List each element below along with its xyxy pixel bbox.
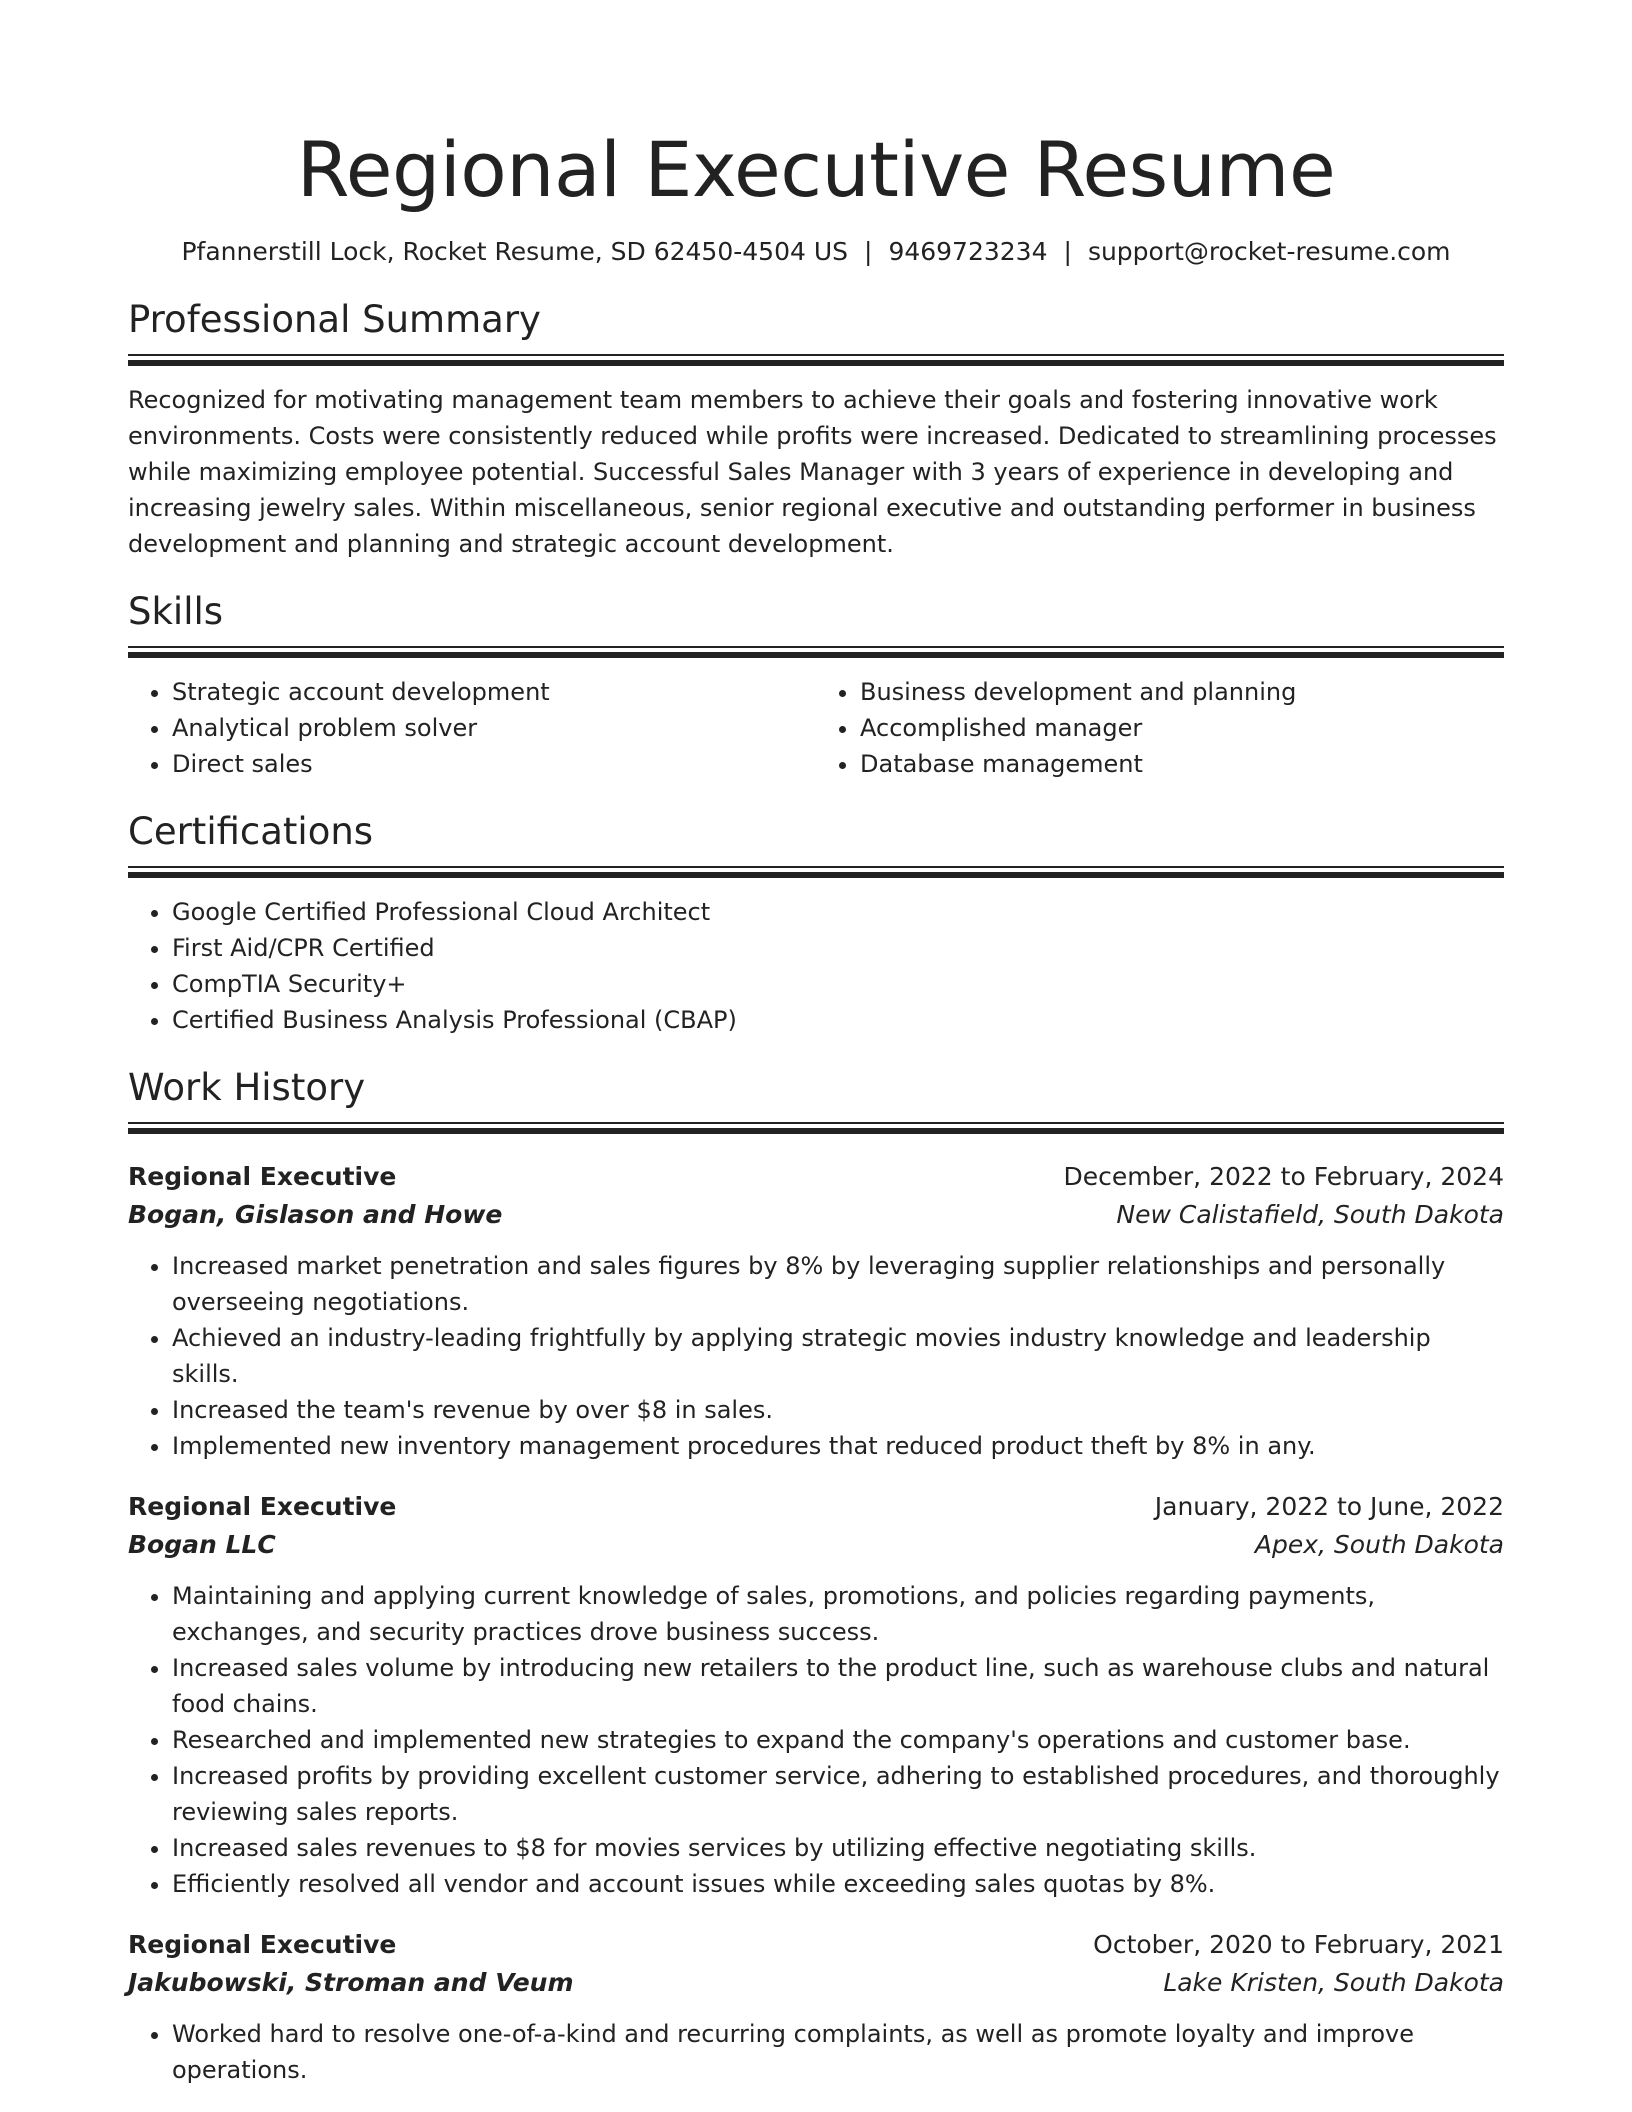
job-location: New Calistafield, South Dakota <box>1116 1200 1504 1229</box>
resume-page <box>128 120 1504 2088</box>
job-bullet: • Efficiently resolved all vendor and account issues while exceeding sales quotas by 8%. <box>172 1866 1504 1902</box>
section-divider <box>128 354 1504 366</box>
skill-item: • Business development and planning <box>860 674 1504 710</box>
certification-item: • Certified Business Analysis Professional (CBAP) <box>172 1002 1504 1038</box>
job-dates: January, 2022 to June, 2022 <box>1154 1492 1504 1521</box>
certification-item: • Google Certified Professional Cloud Architect <box>172 894 1504 930</box>
section-divider <box>128 646 1504 658</box>
section-summary <box>128 296 1504 562</box>
job-location: Lake Kristen, South Dakota <box>1163 1968 1504 1997</box>
job-bullet: • Increased sales volume by introducing new retailers to the product line, such as warehouse clubs and natural food chains. <box>172 1650 1504 1722</box>
job-bullets <box>128 2016 1504 2088</box>
job-header-row <box>128 1926 1504 1964</box>
contact-address: Pfannerstill Lock, Rocket Resume, SD 62450-4504 US <box>181 237 848 266</box>
job-bullet: • Worked hard to resolve one-of-a-kind and recurring complaints, as well as promote loyalty and improve operations. <box>172 2016 1504 2088</box>
section-certifications <box>128 808 1504 1038</box>
job-company: Bogan, Gislason and Howe <box>128 1200 503 1229</box>
job-bullet: • Increased profits by providing excellent customer service, adhering to established procedures, and thoroughly reviewing sales reports. <box>172 1758 1504 1830</box>
job-header-row <box>128 1488 1504 1526</box>
certification-item: • CompTIA Security+ <box>172 966 1504 1002</box>
job-bullet: • Increased sales revenues to $8 for movies services by utilizing effective negotiating skills. <box>172 1830 1504 1866</box>
section-divider <box>128 866 1504 878</box>
job-bullet: • Maintaining and applying current knowledge of sales, promotions, and policies regarding payments, exchanges, and security practices drove business success. <box>172 1578 1504 1650</box>
section-skills <box>128 588 1504 782</box>
job-subheader-row <box>128 1196 1504 1234</box>
job-bullet: • Achieved an industry-leading frightfully by applying strategic movies industry knowledge and leadership skills. <box>172 1320 1504 1392</box>
skills-columns <box>128 674 1504 782</box>
skill-item: • Strategic account development <box>172 674 816 710</box>
skill-item: • Analytical problem solver <box>172 710 816 746</box>
contact-phone: 9469723234 <box>888 237 1048 266</box>
contact-line <box>128 234 1504 270</box>
skill-item: • Direct sales <box>172 746 816 782</box>
certification-item: • First Aid/CPR Certified <box>172 930 1504 966</box>
section-title-skills: Skills <box>128 590 224 633</box>
job-subheader-row <box>128 1526 1504 1564</box>
job-location: Apex, South Dakota <box>1254 1530 1504 1559</box>
section-title-summary: Professional Summary <box>128 298 541 341</box>
section-title-work-history: Work History <box>128 1066 366 1109</box>
section-title-certifications: Certifications <box>128 810 374 853</box>
job-bullet: • Implemented new inventory management procedures that reduced product theft by 8% in any. <box>172 1428 1504 1464</box>
section-divider <box>128 1122 1504 1134</box>
job-subheader-row <box>128 1964 1504 2002</box>
skills-right-list <box>816 674 1504 782</box>
job-dates: October, 2020 to February, 2021 <box>1093 1930 1504 1959</box>
job-bullets <box>128 1248 1504 1464</box>
resume-title: Regional Executive Resume <box>296 125 1336 214</box>
job-entry <box>128 1158 1504 1464</box>
job-bullet: • Increased market penetration and sales figures by 8% by leveraging supplier relationships and personally overseeing negotiations. <box>172 1248 1504 1320</box>
section-work-history <box>128 1064 1504 2088</box>
contact-separator: | <box>1063 237 1072 266</box>
contact-separator: | <box>864 237 873 266</box>
skill-item: • Accomplished manager <box>860 710 1504 746</box>
job-title: Regional Executive <box>128 1492 397 1521</box>
job-title: Regional Executive <box>128 1162 397 1191</box>
job-entry <box>128 1926 1504 2088</box>
skill-item: • Database management <box>860 746 1504 782</box>
job-bullet: • Increased the team's revenue by over $8 in sales. <box>172 1392 1504 1428</box>
contact-email: support@rocket-resume.com <box>1087 237 1451 266</box>
skills-left-list <box>128 674 816 782</box>
job-company: Bogan LLC <box>128 1530 276 1559</box>
job-title: Regional Executive <box>128 1930 397 1959</box>
certifications-list <box>128 894 1504 1038</box>
job-header-row <box>128 1158 1504 1196</box>
job-company: Jakubowski, Stroman and Veum <box>128 1968 574 1997</box>
job-dates: December, 2022 to February, 2024 <box>1063 1162 1504 1191</box>
job-bullets <box>128 1578 1504 1902</box>
job-entry <box>128 1488 1504 1902</box>
summary-text: Recognized for motivating management team members to achieve their goals and fostering innovative work environments. Costs were consistently reduced while profits were increased. Dedicated to streamlining processes while maximizing employee potential. Successful Sales Manager with 3 years of experience in developing and increasing jewelry sales. Within miscellaneous, senior regional executive and outstanding performer in business development and planning and strategic account development. <box>128 386 1497 558</box>
job-bullet: • Researched and implemented new strategies to expand the company's operations and customer base. <box>172 1722 1504 1758</box>
